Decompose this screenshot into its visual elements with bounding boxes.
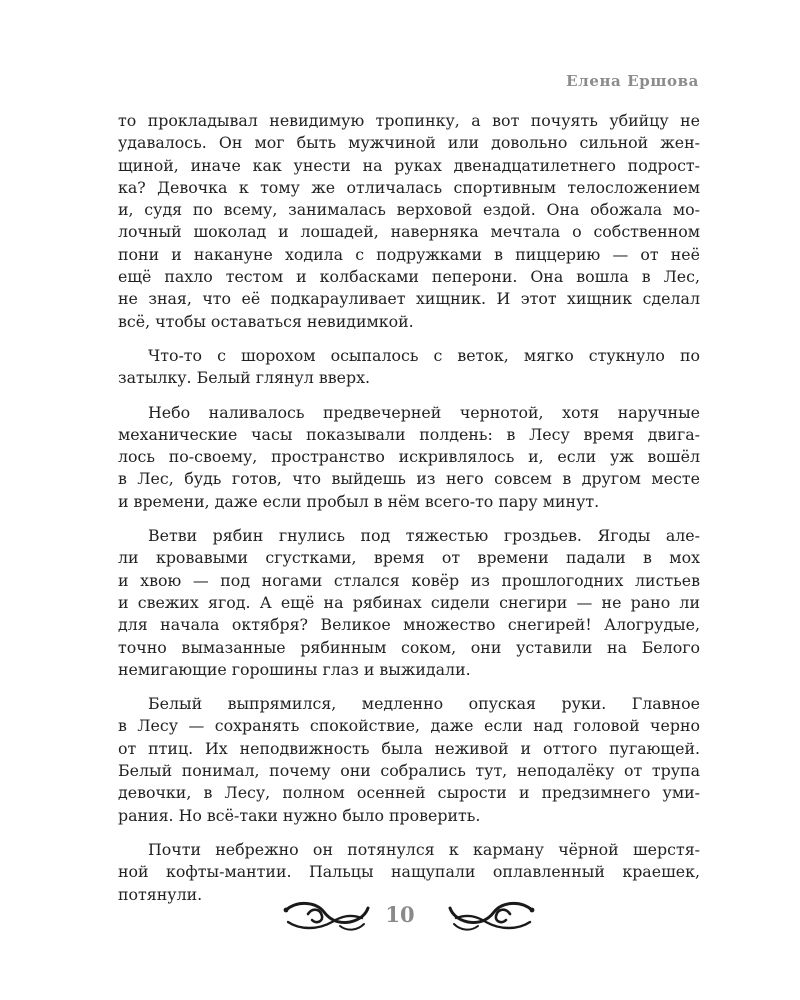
text-line: щиной, иначе как унести на руках двенадцатилетнего подрост- [118, 155, 700, 175]
paragraph-3 [118, 402, 700, 513]
text-line: ка? Девочка к тому же отличалась спортивным телосложением [118, 177, 700, 197]
text-line: потянули. [118, 884, 203, 904]
text-line: Ветви рябин гнулись под тяжестью гроздьев. Ягоды але- [148, 526, 700, 546]
text-line: в Лес, будь готов, что выйдешь из него совсем в другом месте [118, 469, 700, 489]
flourish-left-icon [278, 896, 374, 936]
text-line: удавалось. Он мог быть мужчиной или довольно сильной жен- [118, 133, 700, 153]
text-line: затылку. Белый глянул вверх. [118, 368, 371, 388]
text-line: Что-то с шорохом осыпалось с веток, мягко стукнуло по [148, 345, 700, 365]
text-line: и свежих ягод. А ещё на рябинах сидели снегири — не рано ли [118, 592, 700, 612]
text-line: и времени, даже если пробыл в нём всего-то пару минут. [118, 491, 600, 511]
text-line: для начала октября? Великое множество снегирей! Алогрудые, [118, 615, 700, 635]
text-line: всё, чтобы оставаться невидимкой. [118, 311, 414, 331]
text-line: девочки, в Лесу, полном осенней сырости и предзимнего уми- [118, 783, 700, 803]
text-line: от птиц. Их неподвижность была неживой и оттого пугающей. [118, 738, 700, 758]
paragraph-5 [118, 693, 700, 827]
text-line: пони и накануне ходила с подружками в пиццерию — от неё [118, 244, 700, 264]
paragraph-1 [118, 110, 700, 333]
running-header: Елена Ершова [566, 72, 699, 90]
text-line: лось по-своему, пространство искривлялось и, если уж вошёл [118, 447, 700, 467]
page-number: 10 [385, 902, 415, 927]
text-line: не зная, что её подкарауливает хищник. И этот хищник сделал [118, 289, 700, 309]
page-footer [0, 888, 800, 948]
text-line: и хвою — под ногами стлался ковёр из прошлогодних листьев [118, 570, 700, 590]
text-line: ной кофты-мантии. Пальцы нащупали оплавленный краешек, [118, 862, 700, 882]
text-line: ли кровавыми сгустками, время от времени падали в мох [118, 548, 700, 568]
text-line: точно вымазанные рябинным соком, они уставили на Белого [118, 637, 700, 657]
paragraph-4 [118, 525, 700, 681]
body-text [118, 110, 700, 918]
text-line: рания. Но всё-таки нужно было проверить. [118, 805, 481, 825]
text-line: Белый выпрямился, медленно опуская руки. Главное [148, 694, 700, 714]
text-line: немигающие горошины глаз и выжидали. [118, 659, 471, 679]
text-line: Почти небрежно он потянулся к карману чёрной шерстя- [148, 839, 700, 859]
text-line: ещё пахло тестом и колбасками пеперони. Она вошла в Лес, [118, 267, 700, 287]
text-line: и, судя по всему, занималась верховой ездой. Она обожала мо- [118, 200, 700, 220]
text-line: Белый понимал, почему они собрались тут, неподалёку от трупа [118, 761, 700, 781]
text-line: то прокладывал невидимую тропинку, а вот почуять убийцу не [118, 111, 700, 130]
text-line: в Лесу — сохранять спокойствие, даже если над головой черно [118, 716, 700, 736]
text-line: лочный шоколад и лошадей, наверняка мечтала о собственном [118, 222, 700, 242]
text-line: механические часы показывали полдень: в Лесу время двига- [118, 424, 700, 444]
flourish-right-icon [444, 896, 540, 936]
paragraph-2 [118, 345, 700, 390]
text-line: Небо наливалось предвечерней чернотой, хотя наручные [148, 402, 700, 422]
